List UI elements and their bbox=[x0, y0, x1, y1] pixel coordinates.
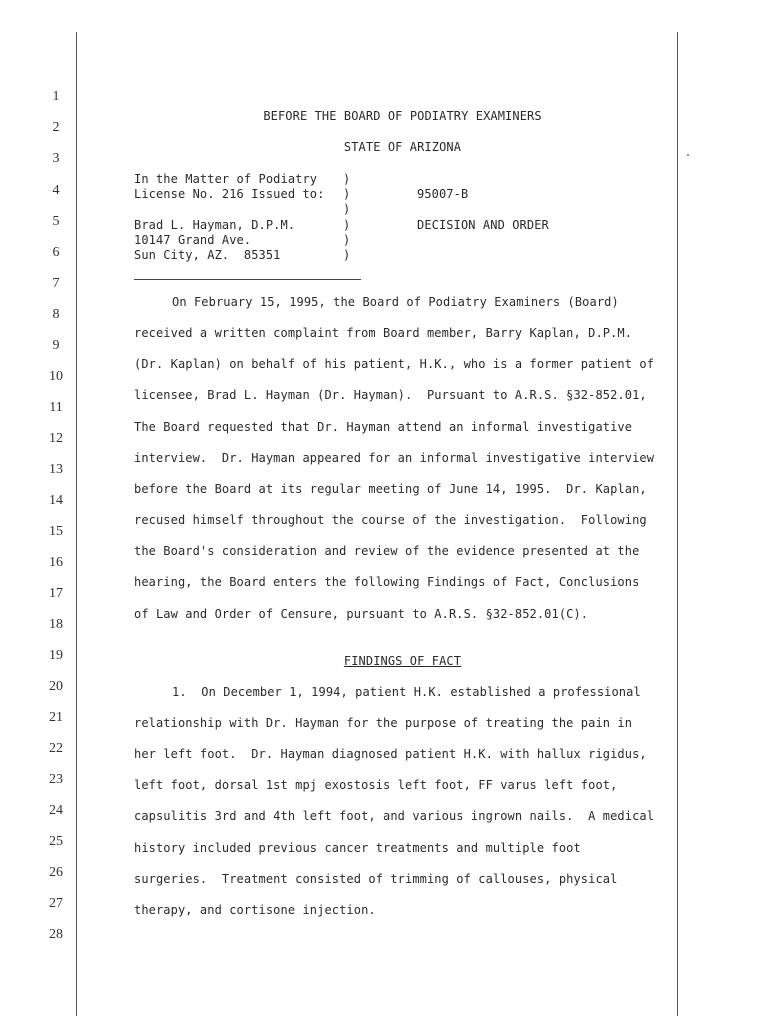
line-number: 17 bbox=[49, 586, 63, 601]
line-number: 4 bbox=[52, 183, 60, 198]
body-line: left foot, dorsal 1st mpj exostosis left foot, FF varus left foot, bbox=[134, 778, 618, 792]
respondent-city: Sun City, AZ. 85351 bbox=[134, 248, 281, 262]
scan-speck bbox=[687, 154, 689, 156]
body-line: relationship with Dr. Hayman for the purpose of treating the pain in bbox=[134, 716, 633, 730]
line-number: 1 bbox=[52, 89, 60, 104]
body-line: received a written complaint from Board member, Barry Kaplan, D.P.M. bbox=[134, 326, 633, 340]
caption-line: License No. 216 Issued to: bbox=[134, 187, 325, 201]
body-line: On February 15, 1995, the Board of Podiatry Examiners (Board) bbox=[172, 295, 619, 309]
document-type: DECISION AND ORDER bbox=[417, 218, 549, 232]
line-number: 20 bbox=[49, 679, 63, 694]
caption-separator bbox=[134, 279, 361, 280]
line-number: 13 bbox=[49, 462, 63, 477]
body-line: interview. Dr. Hayman appeared for an informal investigative interview bbox=[134, 451, 655, 465]
line-number: 18 bbox=[49, 617, 63, 632]
body-line: before the Board at its regular meeting of June 14, 1995. Dr. Kaplan, bbox=[134, 482, 647, 496]
body-line: history included previous cancer treatments and multiple foot bbox=[134, 841, 581, 855]
line-number: 2 bbox=[52, 120, 60, 135]
line-number: 5 bbox=[52, 214, 60, 229]
body-line: therapy, and cortisone injection. bbox=[134, 903, 376, 917]
respondent-address: 10147 Grand Ave. bbox=[134, 233, 252, 247]
state-heading: STATE OF ARIZONA bbox=[343, 140, 462, 154]
body-line: the Board's consideration and review of the evidence presented at the bbox=[134, 544, 640, 558]
caption-paren: ) bbox=[343, 202, 351, 216]
caption-paren: ) bbox=[343, 172, 351, 186]
caption-paren: ) bbox=[343, 233, 351, 247]
body-line: surgeries. Treatment consisted of trimming of callouses, physical bbox=[134, 872, 618, 886]
line-number: 19 bbox=[49, 648, 63, 663]
body-line: recused himself throughout the course of the investigation. Following bbox=[134, 513, 647, 527]
body-line: capsulitis 3rd and 4th left foot, and various ingrown nails. A medical bbox=[134, 809, 655, 823]
line-number: 25 bbox=[49, 834, 63, 849]
line-number: 11 bbox=[49, 400, 63, 415]
left-margin-rule bbox=[76, 32, 77, 1016]
line-number: 12 bbox=[49, 431, 63, 446]
case-number: 95007-B bbox=[417, 187, 469, 201]
caption-paren: ) bbox=[343, 248, 351, 262]
line-number: 15 bbox=[49, 524, 63, 539]
line-number: 8 bbox=[52, 307, 60, 322]
body-line: licensee, Brad L. Hayman (Dr. Hayman). Pursuant to A.R.S. §32-852.01, bbox=[134, 388, 647, 402]
body-line: (Dr. Kaplan) on behalf of his patient, H.K., who is a former patient of bbox=[134, 357, 655, 371]
right-margin-rule bbox=[677, 32, 678, 1016]
line-number: 27 bbox=[49, 896, 63, 911]
caption-paren: ) bbox=[343, 187, 351, 201]
body-line: of Law and Order of Censure, pursuant to A.R.S. §32-852.01(C). bbox=[134, 607, 589, 621]
line-number: 23 bbox=[49, 772, 63, 787]
body-line: hearing, the Board enters the following Findings of Fact, Conclusions bbox=[134, 575, 640, 589]
line-number: 22 bbox=[49, 741, 63, 756]
line-number: 10 bbox=[49, 369, 63, 384]
respondent-name: Brad L. Hayman, D.P.M. bbox=[134, 218, 296, 232]
line-number: 3 bbox=[52, 151, 60, 166]
caption-line: In the Matter of Podiatry bbox=[134, 172, 318, 186]
line-number: 28 bbox=[49, 927, 63, 942]
line-number: 16 bbox=[49, 555, 63, 570]
line-number: 7 bbox=[52, 276, 60, 291]
line-number: 21 bbox=[49, 710, 63, 725]
line-number: 24 bbox=[49, 803, 63, 818]
line-number: 26 bbox=[49, 865, 63, 880]
board-heading: BEFORE THE BOARD OF PODIATRY EXAMINERS bbox=[263, 109, 542, 123]
body-line: The Board requested that Dr. Hayman attend an informal investigative bbox=[134, 420, 633, 434]
line-number: 6 bbox=[52, 245, 60, 260]
caption-paren: ) bbox=[343, 218, 351, 232]
line-number: 14 bbox=[49, 493, 63, 508]
body-line: 1. On December 1, 1994, patient H.K. established a professional bbox=[172, 685, 641, 699]
line-number: 9 bbox=[52, 338, 60, 353]
body-line: her left foot. Dr. Hayman diagnosed patient H.K. with hallux rigidus, bbox=[134, 747, 647, 761]
findings-heading: FINDINGS OF FACT bbox=[343, 654, 462, 668]
